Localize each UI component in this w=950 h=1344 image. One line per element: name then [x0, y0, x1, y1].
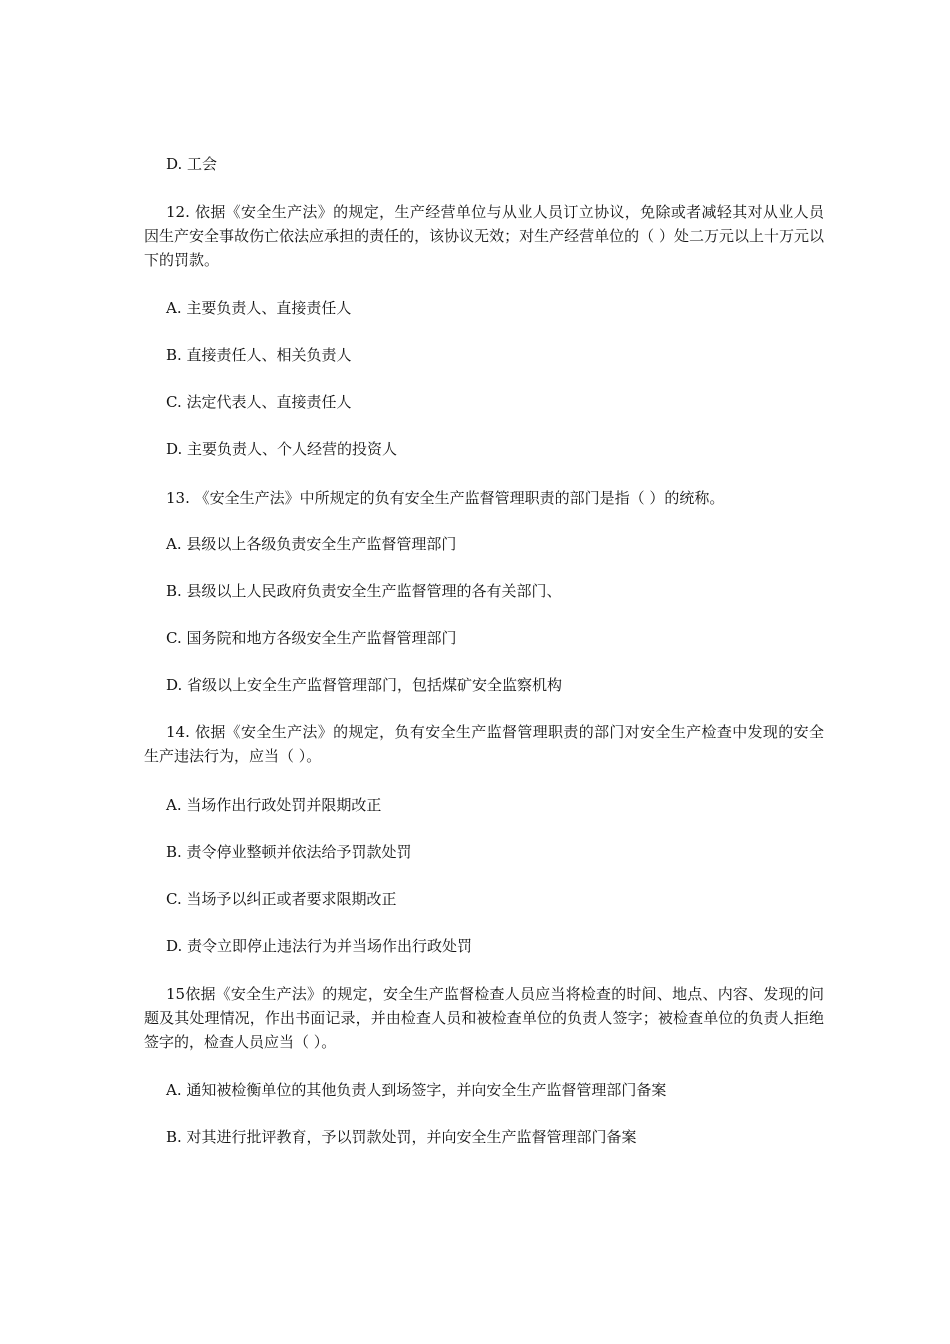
- question-15-stem: 15依据《安全生产法》的规定，安全生产监督检查人员应当将检查的时间、地点、内容、发现的问题及其处理情况，作出书面记录，并由检查人员和被检查单位的负责人签字；被检查单位的负责人拒绝签字的，检查人员应当（ ）。: [144, 985, 824, 1051]
- q12-option-a: A. 主要负责人、直接责任人: [166, 299, 352, 317]
- question-14-stem: 14. 依据《安全生产法》的规定，负有安全生产监督管理职责的部门对安全生产检查中发现的安全生产违法行为，应当（ ）。: [144, 723, 824, 765]
- q15-option-b: B. 对其进行批评教育，予以罚款处罚，并向安全生产监督管理部门备案: [166, 1128, 637, 1146]
- q12-option-d: D. 主要负责人、个人经营的投资人: [166, 440, 398, 458]
- question-13-stem: 13. 《安全生产法》中所规定的负有安全生产监督管理职责的部门是指（ ）的统称。: [166, 489, 725, 507]
- q14-option-a: A. 当场作出行政处罚并限期改正: [166, 796, 382, 814]
- q14-option-b: B. 责令停业整顿并依法给予罚款处罚: [166, 843, 412, 861]
- q14-option-d: D. 责令立即停止违法行为并当场作出行政处罚: [166, 937, 473, 955]
- q13-option-a: A. 县级以上各级负责安全生产监督管理部门: [166, 535, 457, 553]
- question-12-stem: 12. 依据《安全生产法》的规定，生产经营单位与从业人员订立协议，免除或者减轻其对从业人员因生产安全事故伤亡依法应承担的责任的，该协议无效；对生产经营单位的（ ）处二万元以上十万元以下的罚款。: [144, 203, 824, 269]
- q15-option-a: A. 通知被检衡单位的其他负责人到场签字，并向安全生产监督管理部门备案: [166, 1081, 667, 1099]
- q13-option-c: C. 国务院和地方各级安全生产监督管理部门: [166, 629, 457, 647]
- option-d-q11: D. 工会: [166, 155, 218, 173]
- q13-option-d: D. 省级以上安全生产监督管理部门，包括煤矿安全监察机构: [166, 676, 563, 694]
- q14-option-c: C. 当场予以纠正或者要求限期改正: [166, 890, 397, 908]
- q13-option-b: B. 县级以上人民政府负责安全生产监督管理的各有关部门、: [166, 582, 562, 600]
- q12-option-b: B. 直接责任人、相关负责人: [166, 346, 352, 364]
- q12-option-c: C. 法定代表人、直接责任人: [166, 393, 352, 411]
